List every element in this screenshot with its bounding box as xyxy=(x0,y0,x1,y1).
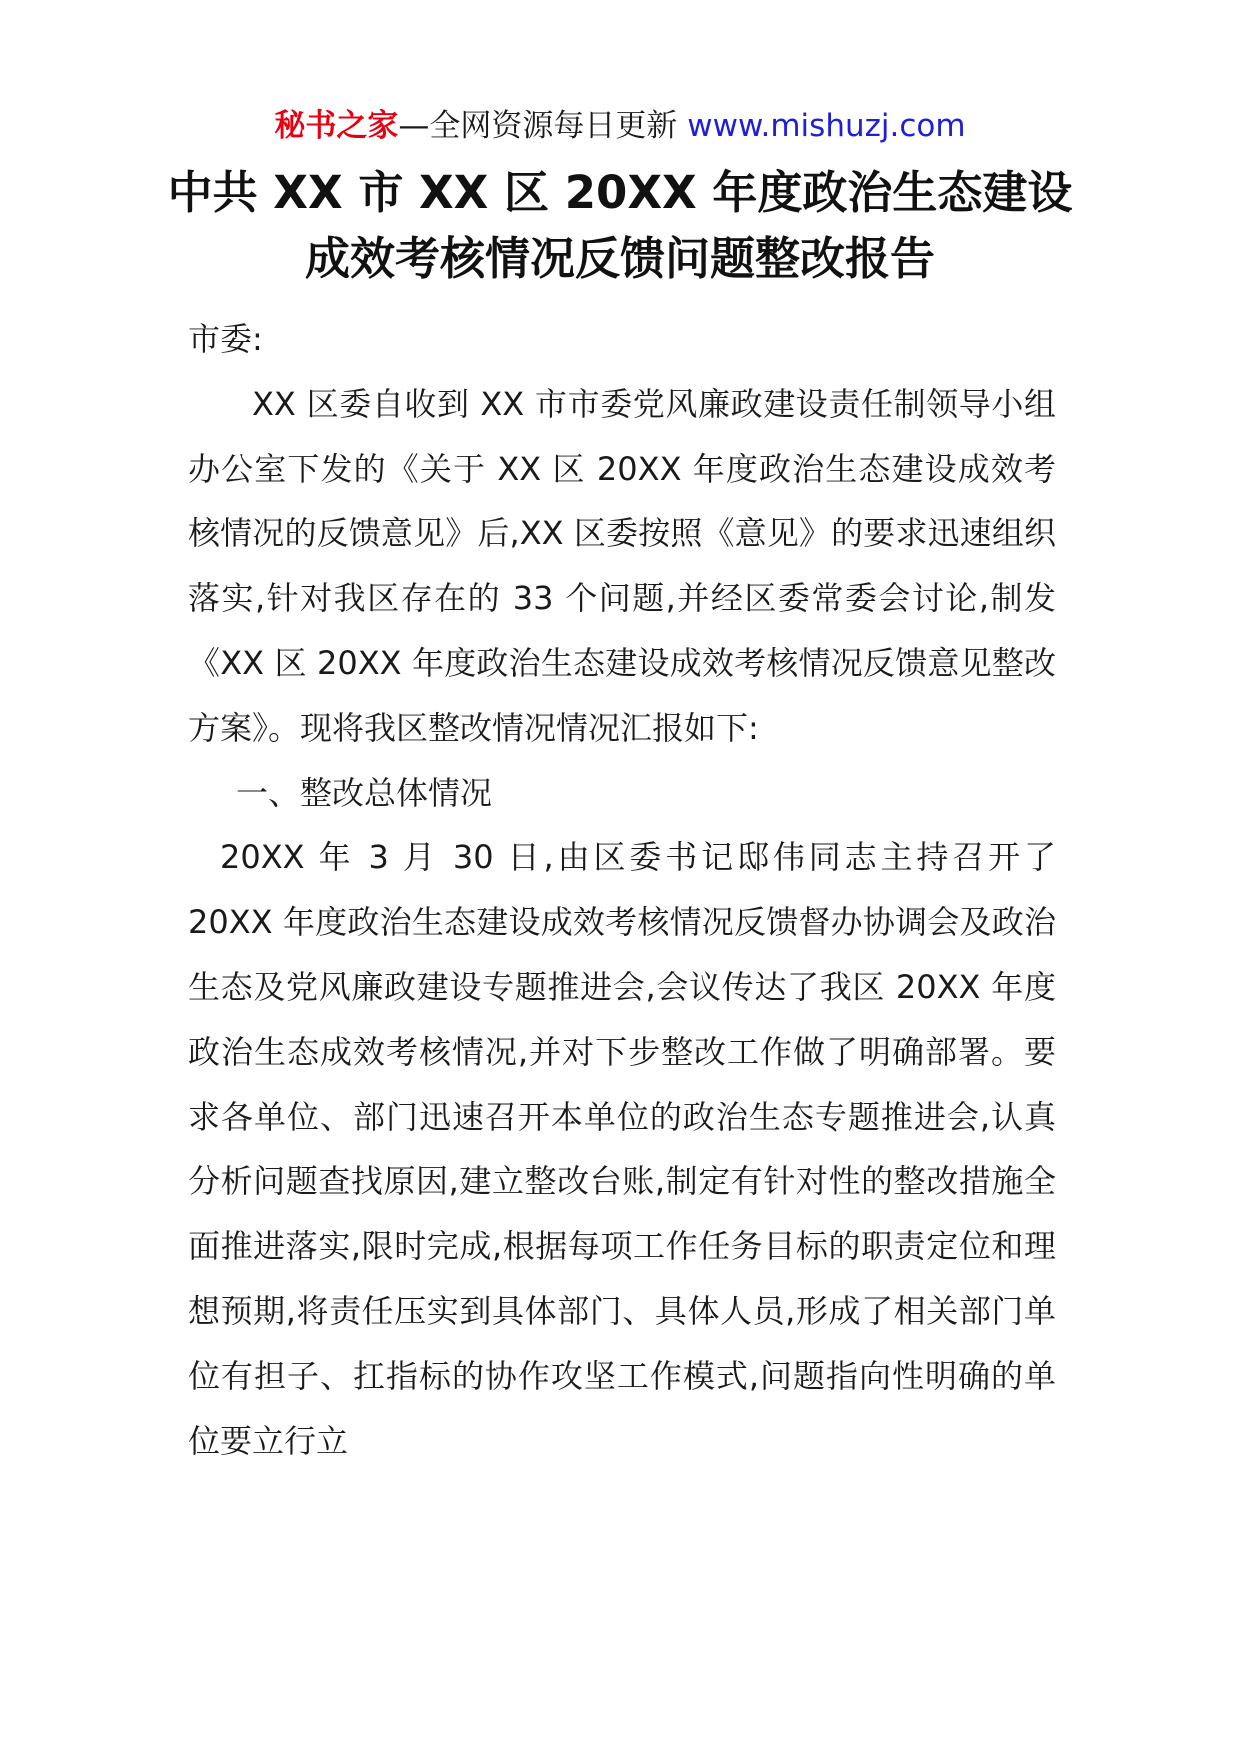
salutation: 市委: xyxy=(188,320,263,358)
site-url-link[interactable]: www.mishuzj.com xyxy=(687,108,966,144)
site-header xyxy=(0,104,1240,148)
body-paragraph: XX 区委自收到 XX 市市委党风廉政建设责任制领导小组办公室下发的《关于 XX 区 20XX 年度政治生态建设成效考核情况的反馈意见》后,XX 区委按照《意见》的要求迅速组织落实,针对我区存在的 33 个问题,并经区委常委会讨论,制发《XX 区 20XX 年度政治生态建设成效考核情况反馈意见整改方案》。现将我区整改情况情况汇报如下: xyxy=(188,384,1056,747)
brand-name: 秘书之家 xyxy=(274,108,399,144)
section-heading: 一、整改总体情况 xyxy=(236,773,493,812)
title-line-1: 中共 XX 市 XX 区 20XX 年度政治生态建设 xyxy=(167,166,1073,219)
body-paragraph: 20XX 年 3 月 30 日,由区委书记邸伟同志主持召开了 20XX 年度政治生态建设成效考核情况反馈督办协调会及政治生态及党风廉政建设专题推进会,会议传达了我区 20XX 年度政治生态成效考核情况,并对下步整改工作做了明确部署。要求各单位、部门迅速召开本单位的政治生态专题推进会,认真分析问题查找原因,建立整改台账,制定有针对性的整改措施全面推进落实,限时完成,根据每项工作任务目标的职责定位和理想预期,将责任压实到具体部门、具体人员,形成了相关部门单位有担子、扛指标的协作攻坚工作模式,问题指向性明确的单位要立行立 xyxy=(188,838,1056,1460)
site-tagline: —全网资源每日更新 xyxy=(398,108,688,144)
document-body xyxy=(188,307,1056,1473)
title-line-2: 成效考核情况反馈问题整改报告 xyxy=(304,232,935,285)
document-title xyxy=(160,160,1080,292)
